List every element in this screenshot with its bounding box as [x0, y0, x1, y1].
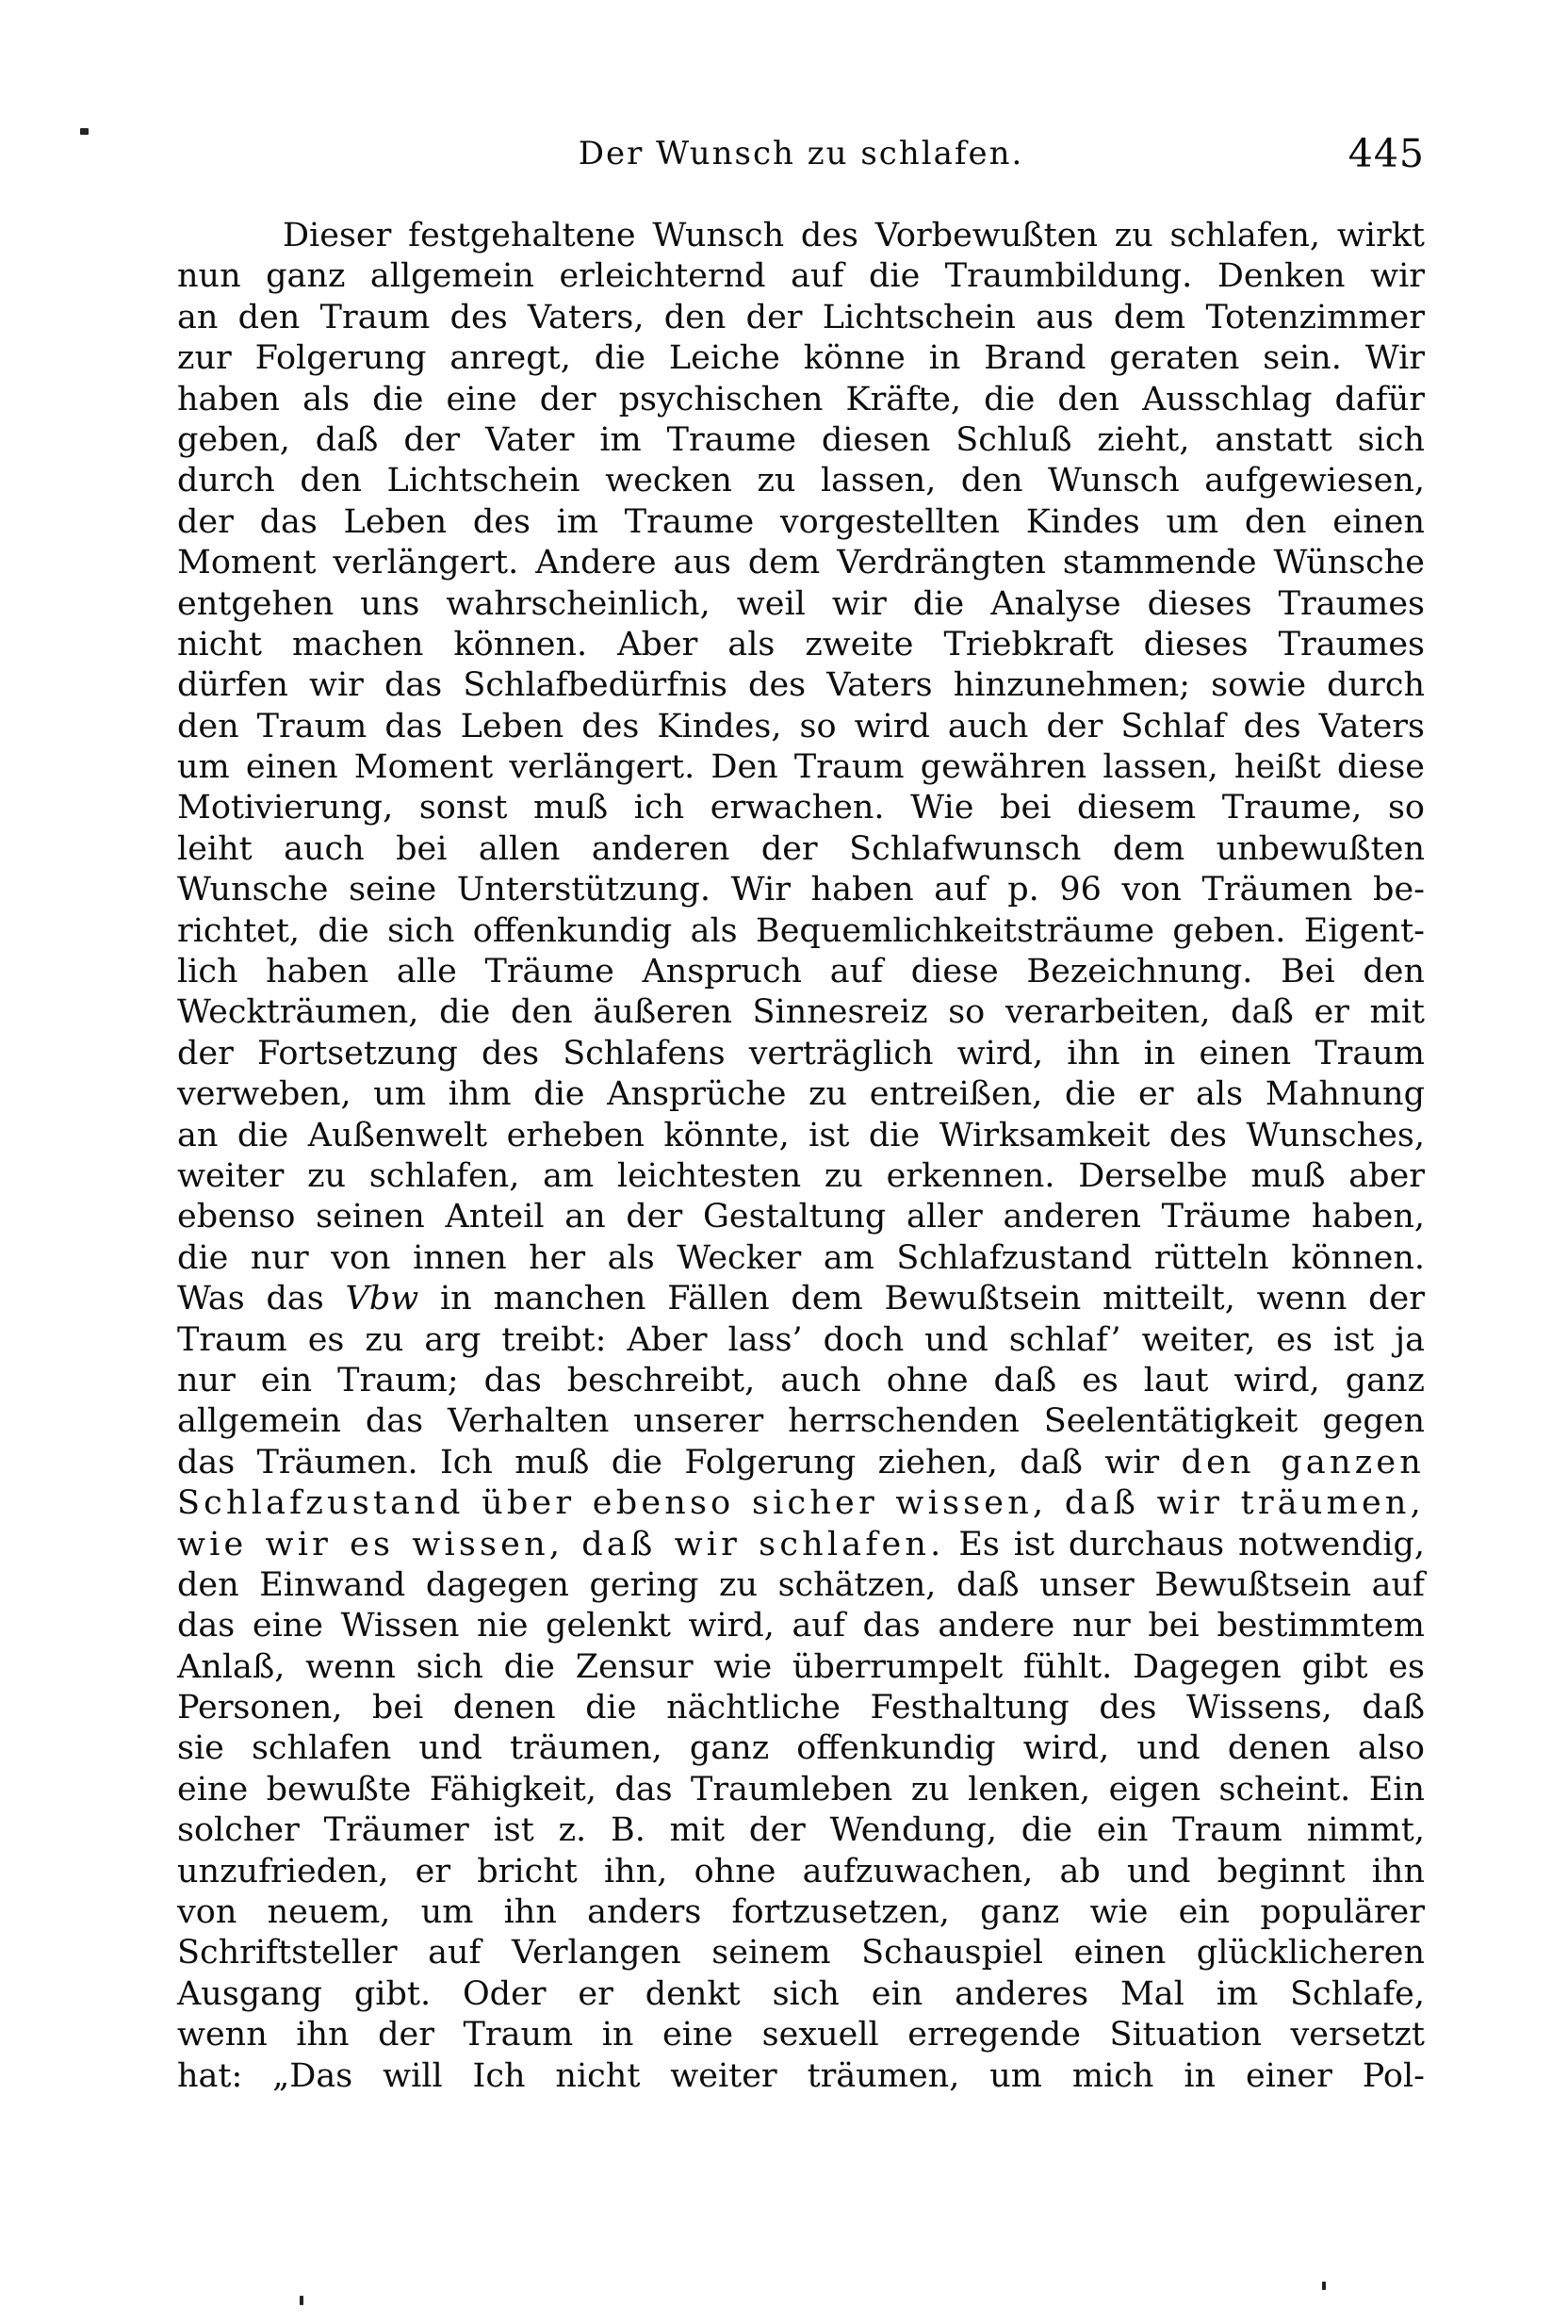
text-segment: geben, daß der Vater im Traume diesen Schluß zieht, anstatt sich	[177, 420, 1425, 459]
text-line	[177, 1688, 1425, 1728]
text-segment: der das Leben des im Traume vorgestellten Kindes um den einen	[177, 502, 1425, 541]
text-segment: richtet, die sich offenkundig als Bequemlichkeitsträume geben. Eigent-	[177, 911, 1425, 950]
text-segment: sie schlafen und träumen, ganz offenkundig wird, und denen also	[177, 1729, 1425, 1768]
text-line	[177, 1647, 1425, 1688]
text-line	[177, 625, 1425, 665]
text-segment: unzufrieden, er bricht ihn, ohne aufzuwachen, ab und beginnt ihn	[177, 1852, 1425, 1890]
text-segment: die nur von innen her als Wecker am Schlafzustand rütteln können.	[177, 1238, 1425, 1277]
text-line	[177, 420, 1425, 461]
text-segment: an den Traum des Vaters, den der Lichtschein aus dem Totenzimmer	[177, 298, 1425, 336]
text-line	[177, 870, 1425, 910]
text-segment: Personen, bei denen die nächtliche Festhaltung des Wissens, daß	[177, 1689, 1425, 1727]
text-line	[177, 1238, 1425, 1279]
text-line	[177, 1892, 1425, 1933]
text-segment: haben als die eine der psychischen Kräfte, die den Ausschlag dafür	[177, 380, 1425, 418]
text-line	[177, 1810, 1425, 1851]
text-line	[177, 992, 1425, 1033]
text-segment: an die Außenwelt erheben könnte, ist die Wirksamkeit des Wunsches,	[177, 1116, 1425, 1154]
text-line	[177, 1933, 1425, 1973]
text-segment: um einen Moment verlängert. Den Traum gewähren lassen, heißt diese	[177, 748, 1425, 787]
text-line	[177, 216, 1425, 256]
text-segment: Weckträumen, die den äußeren Sinnesreiz so verarbeiten, daß er mit	[177, 993, 1425, 1032]
text-segment: Anlaß, wenn sich die Zensur wie überrumpelt fühlt. Dagegen gibt es	[177, 1647, 1425, 1686]
text-segment: Schlafzustand über ebenso sicher wissen, daß wir träumen,	[177, 1484, 1425, 1523]
text-segment: allgemein das Verhalten unserer herrschenden Seelentätigkeit gegen	[177, 1402, 1425, 1441]
text-line	[177, 1606, 1425, 1646]
text-line	[177, 707, 1425, 747]
text-block	[177, 216, 1425, 2097]
text-segment: Vbw	[345, 1280, 419, 1318]
text-segment: den ganzen	[1181, 1443, 1425, 1481]
text-segment: Ausgang gibt. Oder er denkt sich ein anderes Mal im Schlafe,	[177, 1974, 1425, 2013]
text-segment: verweben, um ihm die Ansprüche zu entreißen, die er als Mahnung	[177, 1075, 1425, 1114]
text-line	[177, 461, 1425, 501]
text-segment: ebenso seinen Anteil an der Gestaltung aller anderen Träume haben,	[177, 1198, 1425, 1236]
text-line	[177, 952, 1425, 992]
text-line	[177, 2015, 1425, 2055]
text-segment: entgehen uns wahrscheinlich, weil wir die Analyse dieses Traumes	[177, 584, 1425, 623]
text-segment: nun ganz allgemein erleichternd auf die Traumbildung. Denken wir	[177, 257, 1425, 296]
running-head	[177, 131, 1425, 178]
text-line	[177, 829, 1425, 870]
text-segment: von neuem, um ihn anders fortzusetzen, ganz wie ein populärer	[177, 1893, 1425, 1932]
ink-speck	[1322, 2282, 1326, 2290]
text-line	[177, 338, 1425, 379]
text-segment: der Fortsetzung des Schlafens verträglich wird, ihn in einen Traum	[177, 1034, 1425, 1072]
text-segment: in manchen Fällen dem Bewußtsein mitteilt, wenn der	[418, 1280, 1426, 1318]
ink-speck	[80, 128, 89, 135]
text-segment: den Einwand dagegen gering zu schätzen, daß unser Bewußtsein auf	[177, 1565, 1425, 1604]
text-segment: das eine Wissen nie gelenkt wird, auf das andere nur bei bestimmtem	[177, 1607, 1425, 1645]
text-line	[177, 788, 1425, 828]
text-segment: Was das	[177, 1280, 346, 1318]
text-segment: solcher Träumer ist z. B. mit der Wendung, die ein Traum nimmt,	[177, 1811, 1425, 1850]
text-segment: nicht machen können. Aber als zweite Triebkraft dieses Traumes	[177, 625, 1425, 663]
text-segment: nur ein Traum; das beschreibt, auch ohne daß es laut wird, ganz	[177, 1361, 1425, 1399]
text-line	[177, 1074, 1425, 1115]
text-line	[177, 502, 1425, 543]
text-line	[177, 747, 1425, 788]
text-segment: das Träumen. Ich muß die Folgerung ziehen, daß wir	[177, 1443, 1182, 1481]
text-line	[177, 1401, 1425, 1442]
text-line	[177, 380, 1425, 420]
text-segment: wenn ihn der Traum in eine sexuell erregende Situation versetzt	[177, 2016, 1425, 2054]
text-segment: weiter zu schlafen, am leichtesten zu erkennen. Derselbe muß aber	[177, 1156, 1425, 1195]
text-line	[177, 1116, 1425, 1156]
text-line	[177, 543, 1425, 583]
text-line	[177, 1483, 1425, 1524]
text-segment: Wunsche seine Unterstützung. Wir haben auf p. 96 von Träumen be-	[177, 871, 1425, 909]
text-line	[177, 1197, 1425, 1237]
text-line	[177, 1034, 1425, 1074]
text-segment: Es ist durchaus notwendig,	[944, 1525, 1425, 1563]
text-line	[177, 1974, 1425, 2015]
text-segment: eine bewußte Fähigkeit, das Traumleben zu lenken, eigen scheint. Ein	[177, 1770, 1425, 1808]
text-line	[177, 1443, 1425, 1483]
text-line	[177, 1279, 1425, 1319]
text-segment: lich haben alle Träume Anspruch auf diese Bezeichnung. Bei den	[177, 953, 1425, 991]
text-segment: Moment verlängert. Andere aus dem Verdrängten stammende Wünsche	[177, 544, 1425, 582]
ink-speck	[300, 2296, 303, 2305]
text-segment: den Traum das Leben des Kindes, so wird auch der Schlaf des Vaters	[177, 707, 1425, 745]
text-segment: Motivierung, sonst muß ich erwachen. Wie bei diesem Traume, so	[177, 789, 1425, 827]
text-segment: durch den Lichtschein wecken zu lassen, den Wunsch aufgewiesen,	[177, 462, 1425, 500]
text-segment: dürfen wir das Schlafbedürfnis des Vaters hinzunehmen; sowie durch	[177, 666, 1425, 705]
text-line	[177, 1320, 1425, 1361]
text-line	[177, 584, 1425, 625]
text-segment: zur Folgerung anregt, die Leiche könne in Brand geraten sein. Wir	[177, 339, 1425, 378]
text-line	[177, 1525, 1425, 1565]
text-line	[177, 1156, 1425, 1197]
text-line	[177, 298, 1425, 338]
text-segment: Traum es zu arg treibt: Aber lass’ doch und schlaf’ weiter, es ist ja	[177, 1320, 1425, 1359]
text-segment: Schriftsteller auf Verlangen seinem Schauspiel einen glücklicheren	[177, 1934, 1425, 1972]
text-segment: leiht auch bei allen anderen der Schlafwunsch dem unbewußten	[177, 829, 1425, 868]
text-line	[177, 1852, 1425, 1892]
text-line	[177, 1770, 1425, 1810]
page-number: 445	[1348, 131, 1425, 176]
text-line	[177, 1565, 1425, 1606]
text-line	[177, 911, 1425, 952]
text-segment: Dieser festgehaltene Wunsch des Vorbewußten zu schlafen, wirkt	[283, 217, 1425, 254]
text-segment: wie wir es wissen, daß wir schlafen.	[177, 1525, 945, 1563]
text-line	[177, 1361, 1425, 1401]
text-line	[177, 2056, 1425, 2097]
text-line	[177, 665, 1425, 706]
text-segment: hat: „Das will Ich nicht weiter träumen, um mich in einer Pol-	[177, 2056, 1425, 2095]
text-line	[177, 256, 1425, 297]
page-title: Der Wunsch zu schlafen.	[578, 135, 1024, 172]
text-line	[177, 1728, 1425, 1769]
